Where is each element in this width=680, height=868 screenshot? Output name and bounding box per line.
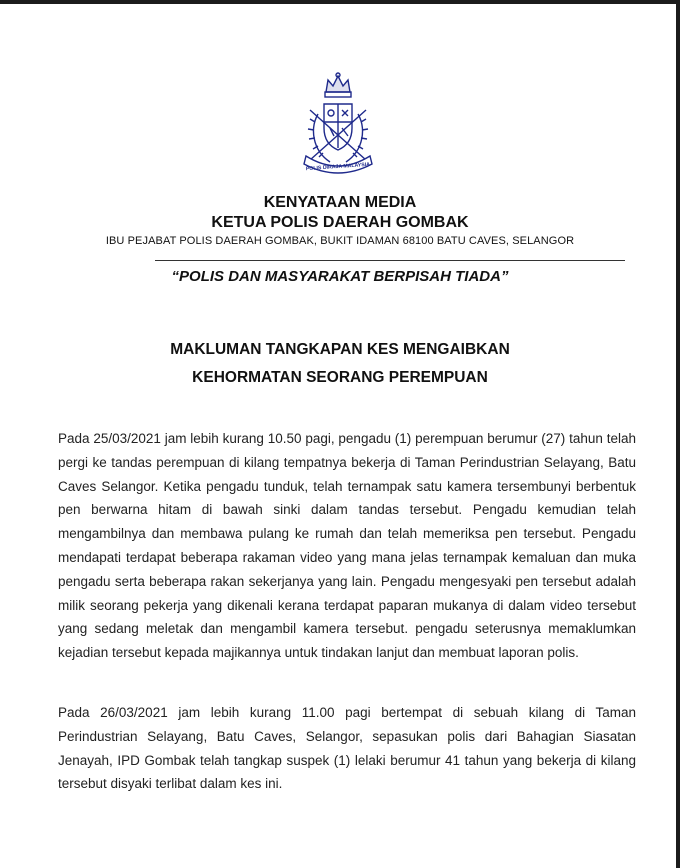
header-divider (155, 260, 625, 261)
document-title: KENYATAAN MEDIA (263, 194, 417, 211)
section-heading-line-1: MAKLUMAN TANGKAPAN KES MENGAIBKAN (170, 341, 510, 358)
polis-diraja-malaysia-crest-icon (296, 70, 380, 174)
document-subtitle: KETUA POLIS DAERAH GOMBAK (211, 214, 469, 231)
body-paragraph-2: Pada 26/03/2021 jam lebih kurang 11.00 pagi bertempat di sebuah kilang di Taman Perindustrian Selayang, Batu Caves, Selangor, sepasukan polis dari Bahagian Siasatan Jenayah, IPD Gombak telah tangkap suspek (1) lelaki berumur 41 tahun yang bekerja di kilang tersebut disyaki terlibat dalam kes ini. (58, 705, 636, 792)
section-heading-line-2: KEHORMATAN SEORANG PEREMPUAN (192, 369, 488, 386)
svg-text:POLIS DIRAJA MALAYSIA: POLIS DIRAJA MALAYSIA (305, 161, 371, 173)
motto-text: “POLIS DAN MASYARAKAT BERPISAH TIADA” (171, 268, 509, 285)
office-address: IBU PEJABAT POLIS DAERAH GOMBAK, BUKIT IDAMAN 68100 BATU CAVES, SELANGOR (105, 235, 575, 247)
body-paragraph-1: Pada 25/03/2021 jam lebih kurang 10.50 pagi, pengadu (1) perempuan berumur (27) tahun telah pergi ke tandas perempuan di kilang tempatnya bekerja di Taman Perindustrian Selayang, Batu Caves Selangor. Ketika pengadu tunduk, telah ternampak satu kamera tersembunyi berbentuk pen berwarna hitam di bawah sinki dalam tandas tersebut. Pengadu kemudian telah mengambilnya dan membawa pulang ke rumah dan telah memeriksa pen tersebut. Pengadu mendapati terdapat beberapa rakaman video yang mana jelas ternampak kemaluan dan muka pengadu serta beberapa rakan sekerjanya yang lain. Pengadu mengesyaki pen tersebut adalah milik seorang pekerja yang dikenali kerana terdapat paparan mukanya di dalam video tersebut yang sedang meletak dan mengambil kamera tersebut. pengadu seterusnya memaklumkan kejadian tersebut kepada majikannya untuk tindakan lanjut dan membuat laporan polis. (58, 431, 636, 661)
document-page (0, 4, 676, 868)
